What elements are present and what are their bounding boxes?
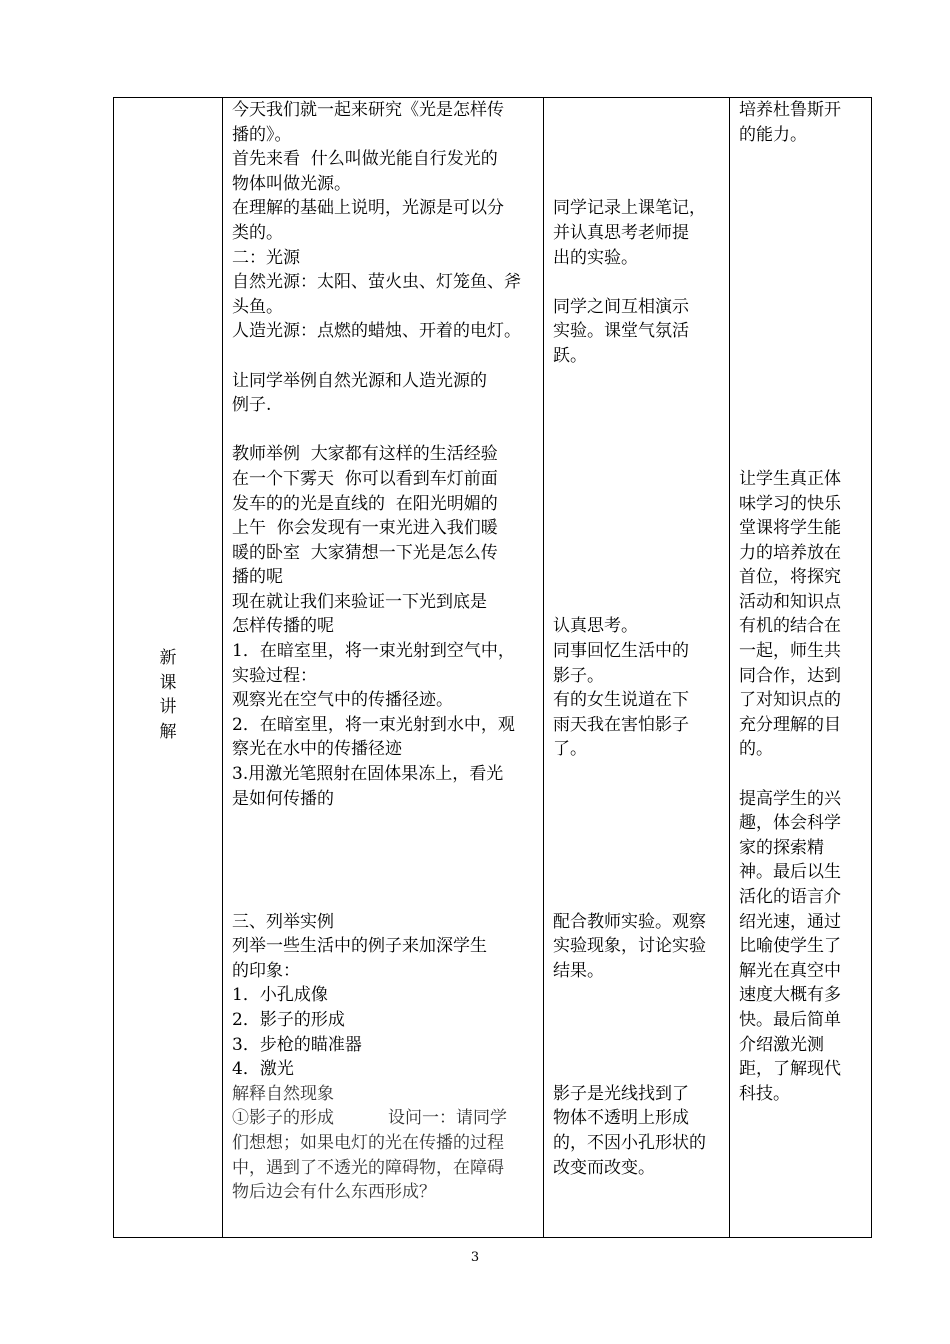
text-line: 的，不因小孔形状的 bbox=[553, 1132, 706, 1153]
text-line: 配合教师实验。观察 bbox=[553, 911, 706, 932]
text-line bbox=[553, 98, 723, 123]
section-label-char: 课 bbox=[159, 672, 177, 693]
text-line: 今天我们就一起来研究《光是怎样传 bbox=[232, 100, 504, 120]
text-line: 的能力。 bbox=[739, 124, 807, 145]
text-line: 察光在水中的传播径迹 bbox=[232, 739, 402, 760]
lesson-plan-table bbox=[113, 97, 872, 1238]
text-line bbox=[739, 172, 867, 197]
text-line: 播的呢 bbox=[232, 567, 283, 588]
text-line: 充分理解的目 bbox=[739, 714, 841, 735]
text-line bbox=[553, 442, 723, 467]
text-line bbox=[232, 344, 537, 369]
text-line: 三、列举实例 bbox=[232, 911, 334, 932]
text-line bbox=[232, 836, 537, 861]
text-line: 力的培养放在 bbox=[739, 542, 841, 563]
text-line bbox=[739, 246, 867, 271]
text-line: 有机的结合在 bbox=[739, 616, 841, 637]
text-line: 影子是光线找到了 bbox=[553, 1083, 689, 1104]
text-line: 快。最后简单 bbox=[739, 1009, 841, 1030]
text-line: 类的。 bbox=[232, 222, 283, 243]
text-line: 人造光源：点燃的蜡烛、开着的电灯。 bbox=[232, 321, 521, 342]
text-line: 味学习的快乐 bbox=[739, 493, 841, 514]
text-line: 二：光源 bbox=[232, 247, 300, 268]
text-line: 1．小孔成像 bbox=[232, 985, 328, 1006]
student-activity-text bbox=[544, 98, 729, 1180]
text-line: 物后边会有什么东西形成？ bbox=[232, 1182, 436, 1203]
text-line: 实验。课堂气氛活 bbox=[553, 321, 689, 342]
text-line bbox=[553, 467, 723, 492]
text-line bbox=[553, 172, 723, 197]
text-line bbox=[553, 369, 723, 394]
text-line: 在一个下雾天 你可以看到车灯前面 bbox=[232, 468, 498, 489]
text-line: 家的探索精 bbox=[739, 837, 824, 858]
text-line: 绍光速，通过 bbox=[739, 911, 841, 932]
text-line: 并认真思考老师提 bbox=[553, 222, 689, 243]
text-line: 了。 bbox=[553, 739, 587, 760]
text-line: 2．在暗室里，将一束光射到水中，观 bbox=[232, 714, 515, 735]
design-intent-text bbox=[730, 98, 871, 1106]
text-line: 速度大概有多 bbox=[739, 985, 841, 1006]
text-line: 是如何传播的 bbox=[232, 788, 334, 809]
text-line: 改变而改变。 bbox=[553, 1157, 655, 1178]
text-line bbox=[739, 442, 867, 467]
text-line: 上午 你会发现有一束光进入我们暖 bbox=[232, 518, 498, 539]
text-line: 距，了解现代 bbox=[739, 1059, 841, 1080]
text-line: 首位，将探究 bbox=[739, 567, 841, 588]
text-line: 一起，师生共 bbox=[739, 641, 841, 662]
text-line: 教师举例 大家都有这样的生活经验 bbox=[232, 444, 498, 465]
text-line: 现在就让我们来验证一下光到底是 bbox=[232, 591, 487, 612]
section-label-char: 解 bbox=[159, 721, 177, 742]
text-line: 雨天我在害怕影子 bbox=[553, 714, 689, 735]
text-line: 自然光源：太阳、萤火虫、灯笼鱼、斧 bbox=[232, 272, 521, 293]
text-line bbox=[232, 418, 537, 443]
text-line bbox=[553, 492, 723, 517]
text-line bbox=[553, 1057, 723, 1082]
text-line: 播的》。 bbox=[232, 124, 292, 145]
text-line bbox=[739, 344, 867, 369]
student-activity-cell bbox=[544, 98, 730, 1238]
text-line bbox=[553, 811, 723, 836]
teacher-activity-text bbox=[223, 98, 543, 1082]
text-line: 出的实验。 bbox=[553, 247, 638, 268]
text-line: ①影子的形成 设问一：请同学 bbox=[232, 1108, 508, 1129]
text-line: 物体不透明上形成 bbox=[553, 1108, 689, 1129]
text-line bbox=[232, 860, 537, 885]
text-line bbox=[739, 319, 867, 344]
text-line: 列举一些生活中的例子来加深学生 bbox=[232, 936, 487, 957]
text-line: 暖的卧室 大家猜想一下光是怎么传 bbox=[232, 542, 498, 563]
text-line bbox=[553, 860, 723, 885]
page-number: 3 bbox=[470, 1250, 480, 1265]
section-cell bbox=[114, 98, 223, 1238]
text-line bbox=[553, 1008, 723, 1033]
text-line bbox=[553, 787, 723, 812]
text-line bbox=[232, 811, 537, 836]
text-line: 同合作，达到 bbox=[739, 665, 841, 686]
text-line bbox=[553, 516, 723, 541]
text-line bbox=[553, 541, 723, 566]
text-line: 解光在真空中 bbox=[739, 960, 841, 981]
text-line: 同学之间互相演示 bbox=[553, 296, 689, 317]
text-line: 活化的语言介 bbox=[739, 887, 841, 907]
text-line: 3．步枪的瞄准器 bbox=[232, 1034, 362, 1055]
section-label-char: 讲 bbox=[159, 697, 177, 718]
text-line bbox=[739, 762, 867, 787]
text-line bbox=[553, 836, 723, 861]
text-line: 实验过程： bbox=[232, 665, 317, 686]
text-line: 跃。 bbox=[553, 345, 587, 366]
text-line bbox=[739, 147, 867, 172]
text-line: 同学记录上课笔记， bbox=[553, 198, 706, 219]
text-line: 活动和知识点 bbox=[739, 591, 841, 612]
text-line bbox=[739, 221, 867, 246]
text-line: 怎样传播的呢 bbox=[232, 616, 334, 637]
text-line bbox=[232, 885, 537, 910]
teacher-activity-cell bbox=[223, 98, 544, 1238]
text-line bbox=[553, 983, 723, 1008]
text-line bbox=[553, 123, 723, 148]
text-line bbox=[553, 762, 723, 787]
text-line: 在理解的基础上说明，光源是可以分 bbox=[232, 198, 504, 219]
text-line: 实验现象，讨论实验 bbox=[553, 936, 706, 957]
text-line: 的。 bbox=[739, 739, 773, 760]
text-line: 3.用激光笔照射在固体果冻上，看光 bbox=[232, 764, 504, 785]
text-line bbox=[739, 393, 867, 418]
text-line: 头鱼。 bbox=[232, 296, 283, 317]
text-line bbox=[739, 369, 867, 394]
text-line: 1．在暗室里，将一束光射到空气中， bbox=[232, 641, 515, 662]
text-line: 物体叫做光源。 bbox=[232, 173, 351, 194]
text-line bbox=[739, 295, 867, 320]
text-line bbox=[553, 590, 723, 615]
text-line: 例子. bbox=[232, 395, 272, 416]
text-line: 有的女生说道在下 bbox=[553, 690, 689, 711]
text-line: 堂课将学生能 bbox=[739, 518, 841, 539]
text-line: 影子。 bbox=[553, 665, 604, 686]
section-label bbox=[114, 646, 222, 744]
text-line: 结果。 bbox=[553, 960, 604, 981]
text-line: 同事回忆生活中的 bbox=[553, 641, 689, 662]
text-line bbox=[553, 565, 723, 590]
text-line: 趣，体会科学 bbox=[739, 813, 841, 834]
text-line bbox=[553, 1033, 723, 1058]
teacher-activity-tail bbox=[223, 1082, 543, 1205]
text-line: 认真思考。 bbox=[553, 616, 638, 637]
text-line: 神。最后以生 bbox=[739, 862, 841, 883]
text-line: 观察光在空气中的传播径迹。 bbox=[232, 690, 453, 711]
text-line: 让同学举例自然光源和人造光源的 bbox=[232, 370, 487, 391]
text-line bbox=[553, 147, 723, 172]
text-line bbox=[739, 418, 867, 443]
section-label-char: 新 bbox=[159, 648, 177, 668]
text-line: 科技。 bbox=[739, 1083, 790, 1104]
text-line bbox=[553, 885, 723, 910]
text-line bbox=[553, 393, 723, 418]
design-intent-cell bbox=[730, 98, 872, 1238]
text-line: 2．影子的形成 bbox=[232, 1009, 345, 1030]
text-line: 首先来看 什么叫做光能自行发光的 bbox=[232, 149, 498, 170]
text-line bbox=[739, 196, 867, 221]
text-line: 发车的的光是直线的 在阳光明媚的 bbox=[232, 493, 498, 514]
text-line: 介绍激光测 bbox=[739, 1034, 824, 1055]
text-line: 培养杜鲁斯开 bbox=[739, 100, 841, 120]
text-line: 提高学生的兴 bbox=[739, 788, 841, 809]
text-line bbox=[553, 418, 723, 443]
text-line: 的印象： bbox=[232, 960, 300, 981]
text-line: 了对知识点的 bbox=[739, 690, 841, 711]
text-line: 解释自然现象 bbox=[232, 1083, 334, 1104]
text-line bbox=[553, 270, 723, 295]
text-line: 让学生真正体 bbox=[739, 468, 841, 489]
text-line: 比喻使学生了 bbox=[739, 936, 841, 957]
text-line bbox=[739, 270, 867, 295]
table-row bbox=[114, 98, 872, 1238]
text-line: 4．激光 bbox=[232, 1059, 294, 1080]
text-line: 们想想；如果电灯的光在传播的过程 bbox=[232, 1132, 504, 1153]
text-line: 中，遇到了不透光的障碍物，在障碍 bbox=[232, 1157, 504, 1178]
